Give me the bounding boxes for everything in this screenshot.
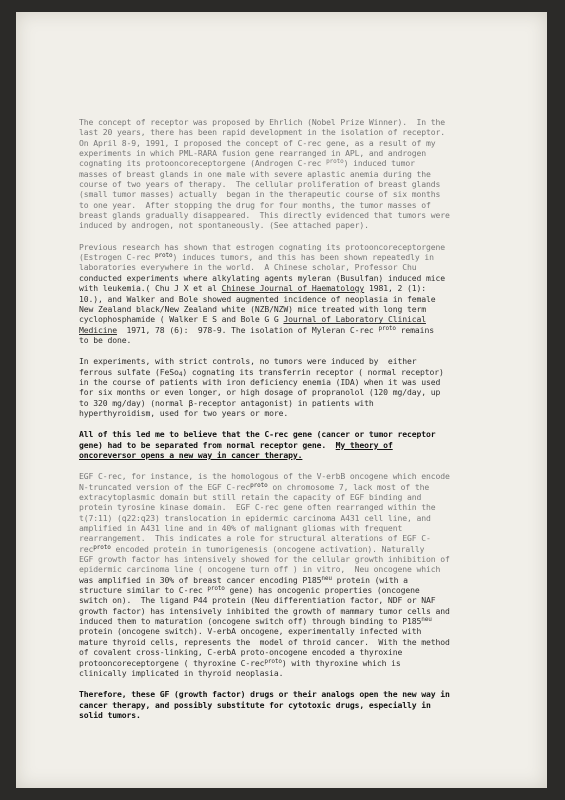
faint-text: t(7:11) (q22:q23) translocation in epidermic carcinoma A431 cell line, and bbox=[79, 512, 431, 523]
faint-text: EGF growth factor has intensively showed for the cellular growth inhibition of bbox=[79, 554, 450, 565]
underlined-text: Medicine bbox=[79, 324, 118, 335]
superscript: proto bbox=[326, 158, 344, 166]
text-line: solid tumors. bbox=[79, 709, 141, 720]
superscript: proto bbox=[378, 324, 396, 332]
text-line: Therefore, these GF (growth factor) drugs or their analogs open the new way in bbox=[79, 689, 450, 700]
text-line: hyperthyroidism, used for two years or more. bbox=[79, 407, 289, 418]
text-line: in the course of patients with iron deficiency enemia (IDA) when it was used bbox=[79, 376, 441, 387]
faint-text: ) induces tumors, and this has been shown repeatedly in bbox=[172, 252, 434, 263]
superscript: neu bbox=[421, 616, 432, 624]
text-line: switch on). The ligand P44 protein (Neu differentiation factor, NDF or NAF bbox=[79, 595, 436, 606]
text-line: course of two years of therapy. The cellular proliferation of breast glands bbox=[79, 179, 441, 190]
faint-text: protein tyrosine kinase domain. EGF C-rec gene often rearranged within the bbox=[79, 502, 436, 513]
text-line: conducted experiments where alkylating agents myleran (Busulfan) induced mice bbox=[79, 272, 445, 283]
paragraph-1 bbox=[79, 117, 517, 231]
faint-text: epidermic carcinoma line ( oncogene turn off ) in vitro, Neu oncogene which bbox=[79, 564, 441, 575]
text-line: gene) had to be separated from normal receptor gene. My theory of bbox=[79, 439, 393, 450]
text-line: of covalent cross-linking, C-erbA proto-oncogene encoded a thyroxine bbox=[79, 647, 403, 658]
text-line bbox=[79, 523, 517, 533]
superscript: proto bbox=[250, 481, 268, 489]
text-line: protooncoreceptorgene ( thyroxine C-rec$^{proto}$) with thyroxine which is bbox=[79, 657, 401, 668]
text-line bbox=[79, 502, 517, 512]
superscript: neu bbox=[321, 574, 332, 582]
underlined-text: My theory of bbox=[335, 439, 393, 450]
text-line bbox=[79, 262, 517, 272]
text-line bbox=[79, 564, 517, 574]
text-line: structure similar to C-rec $^{proto}$ gene) has oncogenic properties (oncogene bbox=[79, 585, 420, 596]
text-line: cyclophosphamide ( Walker E S and Bole G G Journal of Laboratory Clinical bbox=[79, 314, 426, 325]
faint-text: (Estrogen C-rec bbox=[79, 252, 156, 263]
text-line bbox=[79, 242, 517, 252]
superscript: proto bbox=[207, 585, 225, 593]
text-line: protein (oncogene switch). V-erbA oncogene, experimentally infected with bbox=[79, 626, 422, 637]
text-line bbox=[79, 471, 517, 481]
text-line: to be done. bbox=[79, 334, 132, 345]
text-line: clinically implicated in thyroid neoplasia. bbox=[79, 667, 284, 678]
text-line: cognating its protooncoreceptorgene (Androgen C-rec $^{proto}$) induced tumor bbox=[79, 158, 415, 169]
superscript: proto bbox=[264, 657, 282, 665]
text-line: to 320 mg/day) (normal β-receptor antagonist) in patients with bbox=[79, 397, 374, 408]
document-page bbox=[16, 12, 547, 788]
faint-text: EGF C-rec, for instance, is the homologous of the V-erbB oncogene which encode bbox=[79, 471, 450, 482]
subscript: 4 bbox=[178, 370, 183, 378]
text-line bbox=[79, 544, 517, 554]
text-line: On April 8-9, 1991, I proposed the concept of C-rec gene, as a result of my bbox=[79, 137, 436, 148]
text-line: cancer therapy, and possibly substitute for cytotoxic drugs, especially in bbox=[79, 699, 431, 710]
text-line: for six months or even longer, or high dosage of propranolol (120 mg/day, up bbox=[79, 387, 441, 398]
faint-text: Previous research has shown that estrogen cognating its protooncoreceptorgene bbox=[79, 241, 445, 252]
paragraph-4 bbox=[79, 429, 517, 460]
paragraph-3 bbox=[79, 356, 517, 418]
text-line: 10.), and Walker and Bole showed augmented incidence of neoplasia in female bbox=[79, 293, 436, 304]
text-line: (small tumor masses) actually began in the therapeutic course of six months bbox=[79, 189, 441, 200]
text-line: masses of breast glands in one male with severe aplastic anemia during the bbox=[79, 168, 431, 179]
text-line: to one year. After stopping the drug for four months, the tumor masses of bbox=[79, 199, 431, 210]
text-line bbox=[79, 554, 517, 564]
paragraph-6 bbox=[79, 689, 517, 720]
faint-text: rearrangement. This indicates a role for structural alterations of EGF C- bbox=[79, 533, 431, 544]
paragraph-2 bbox=[79, 242, 517, 345]
text-line: mature thyroid cells, represents the model of throid cancer. With the method bbox=[79, 636, 450, 647]
superscript: proto bbox=[155, 252, 173, 260]
text-line: induced by androgen, not spontaneously. (See attached paper). bbox=[79, 220, 369, 231]
faint-text: encoded protein in tumorigenesis (oncogene activation). Naturally bbox=[110, 543, 425, 554]
text-line: growth factor) has intensively inhibited the growth of mammary tumor cells and bbox=[79, 605, 450, 616]
faint-text: laboratories everywhere in the world. A Chinese scholar, Professor Chu bbox=[79, 262, 417, 273]
text-line: with leukemia.( Chu J X et al Chinese Journal of Haematology 1981, 2 (1): bbox=[79, 283, 426, 294]
text-line: breast glands gradually disappeared. This directly evidenced that tumors were bbox=[79, 210, 450, 221]
text-line bbox=[79, 450, 517, 460]
text-line bbox=[79, 482, 517, 492]
text-line bbox=[79, 533, 517, 543]
text-line: Medicine 1971, 78 (6): 978-9. The isolation of Myleran C-rec $^{proto}$ remains bbox=[79, 324, 434, 335]
underlined-text: Chinese Journal of Haematology bbox=[221, 283, 365, 294]
faint-text: on chromosome 7, lack most of the bbox=[267, 481, 430, 492]
text-line: ferrous sulfate (FeSo$_4$) cognating its transferrin receptor ( normal receptor) bbox=[79, 366, 444, 378]
text-line bbox=[79, 492, 517, 502]
faint-text: N-truncated version of the EGF C-rec bbox=[79, 481, 251, 492]
paragraph-5 bbox=[79, 471, 517, 678]
document-body bbox=[79, 117, 517, 731]
text-line: experiments in which PML-RARA fusion gene rearranged in APL, and androgen bbox=[79, 148, 426, 159]
text-line bbox=[79, 252, 517, 262]
text-line bbox=[79, 513, 517, 523]
text-line: All of this led me to believe that the C-rec gene (cancer or tumor receptor bbox=[79, 429, 436, 440]
underlined-text: oncoreversor opens a new way in cancer therapy. bbox=[79, 449, 303, 460]
text-line: induced them to maturation (oncogene switch off) through binding to $P185^{neu}$ bbox=[79, 616, 432, 627]
text-line: New Zealand black/New Zealand white (NZB/NZW) mice treated with long term bbox=[79, 303, 426, 314]
faint-text: amplified in A431 line and in 40% of malignant gliomas with frequent bbox=[79, 523, 403, 534]
superscript: proto bbox=[93, 543, 111, 551]
text-line: The concept of receptor was proposed by Ehrlich (Nobel Prize Winner). In the bbox=[79, 117, 445, 127]
faint-text: extracytoplasmic domain but still retain the capacity of EGF binding and bbox=[79, 492, 422, 502]
faint-text: rec bbox=[79, 543, 94, 554]
text-line: last 20 years, there has been rapid development in the isolation of receptor. bbox=[79, 127, 445, 138]
text-line: was amplified in 30% of breast cancer encoding $P185^{neu}$ protein (with a bbox=[79, 574, 408, 585]
text-line: In experiments, with strict controls, no tumors were induced by either bbox=[79, 356, 417, 367]
underlined-text: Journal of Laboratory Clinical bbox=[283, 314, 426, 325]
